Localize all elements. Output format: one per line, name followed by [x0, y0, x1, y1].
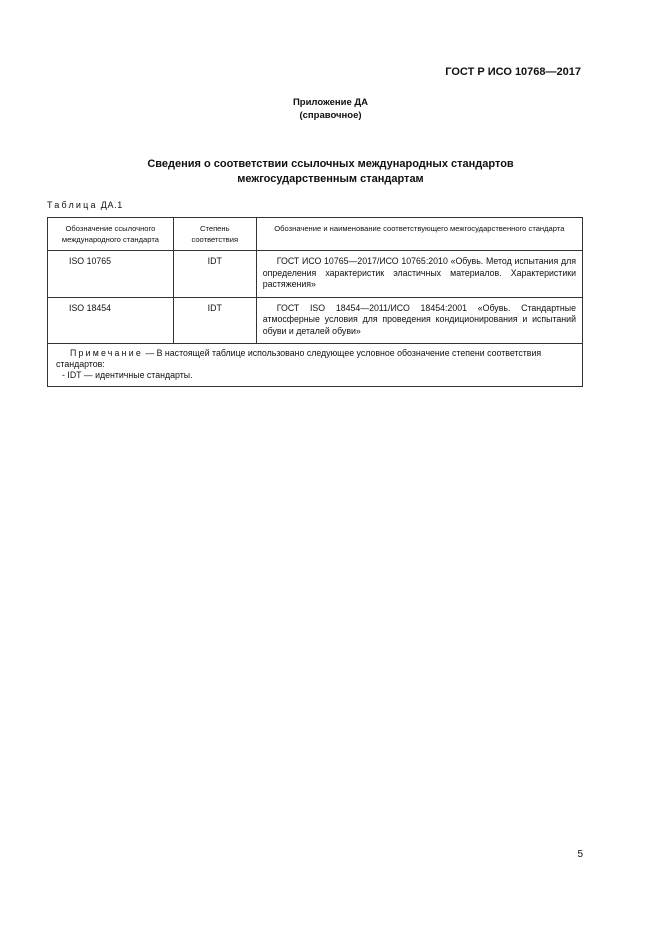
cell-reference: ISO 18454 [48, 297, 174, 344]
page-number: 5 [577, 849, 583, 860]
section-heading [60, 157, 601, 187]
document-code: ГОСТ Р ИСО 10768—2017 [445, 66, 581, 78]
annex-title: Приложение ДА [292, 97, 369, 108]
note-item: - IDT — идентичные стандарты. [62, 370, 193, 380]
column-header-degree: Степень соответствия [173, 218, 256, 251]
table-caption-word: Таблица [47, 200, 98, 210]
note-label: Примечание [70, 348, 143, 358]
table-header-row [48, 218, 583, 251]
section-heading-line-2: межгосударственным стандартам [237, 173, 424, 185]
table-row [48, 251, 583, 298]
annex-subtitle: (справочное) [299, 110, 362, 121]
correspondence-table [47, 217, 583, 387]
cell-standard: ГОСТ ИСО 10765—2017/ИСО 10765:2010 «Обувь. Метод испытания для определения характеристик эластичных материалов. Характеристики растяжения» [256, 251, 582, 298]
column-header-reference: Обозначение ссылочного международного стандарта [48, 218, 174, 251]
table-note [48, 344, 583, 387]
table-row [48, 297, 583, 344]
cell-reference: ISO 10765 [48, 251, 174, 298]
note-text: — В настоящей таблице использовано следующее условное обозначение степени соответствия стандартов: [56, 348, 542, 369]
cell-degree: IDT [173, 297, 256, 344]
cell-degree: IDT [173, 251, 256, 298]
section-heading-line-1: Сведения о соответствии ссылочных международных стандартов [147, 158, 514, 170]
table-note-row [48, 344, 583, 387]
table-caption: Таблица ДА.1 [47, 200, 123, 210]
column-header-standard: Обозначение и наименование соответствующего межгосударственного стандарта [256, 218, 582, 251]
note-paragraph [56, 348, 574, 370]
cell-standard: ГОСТ ISO 18454—2011/ИСО 18454:2001 «Обувь. Стандартные атмосферные условия для проведения кондиционирования и испытаний обуви и деталей обуви» [256, 297, 582, 344]
